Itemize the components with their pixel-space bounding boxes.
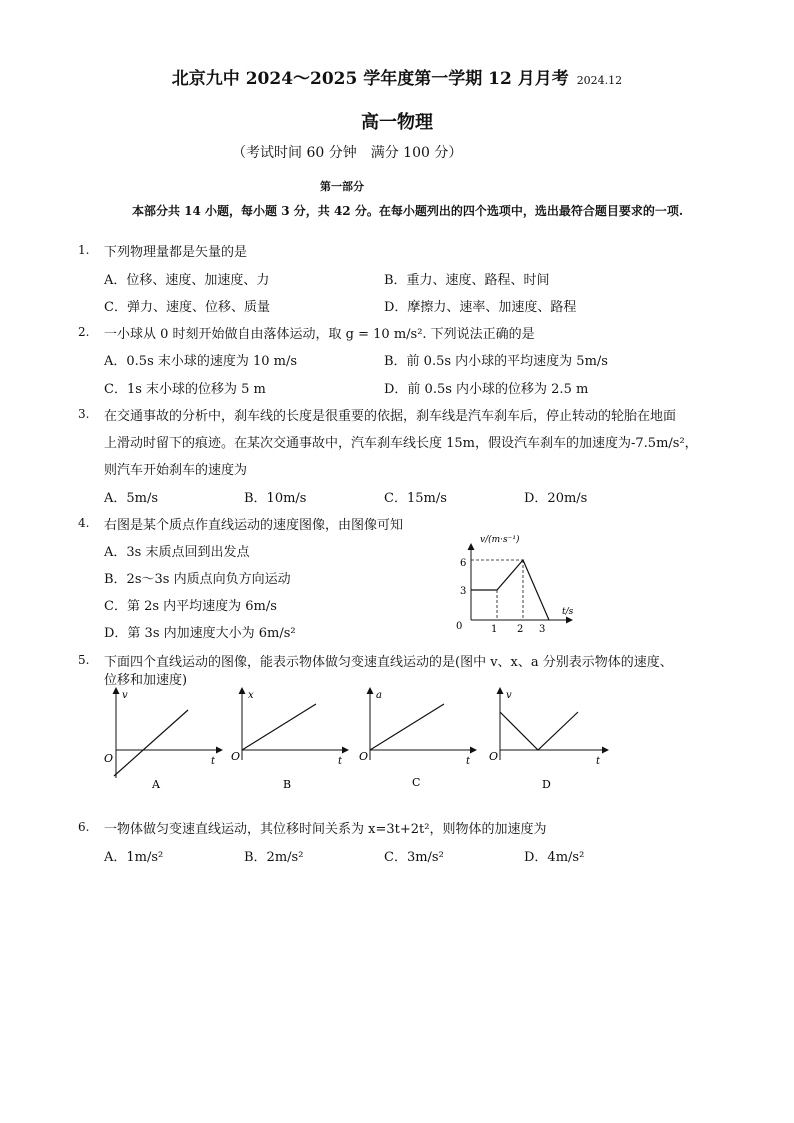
question-text: 右图是某个质点作直线运动的速度图像，由图像可知	[104, 518, 404, 533]
question-number: 2.	[78, 325, 90, 339]
question-number: 4.	[78, 516, 90, 530]
question-text-line-1: 在交通事故的分析中，刹车线的长度是很重要的依据，刹车线是汽车刹车后，停止转动的轮胎在地面	[104, 409, 677, 424]
x-axis-label: t	[211, 756, 216, 767]
graph-b	[228, 684, 353, 794]
option-a: A．3s 末质点回到出发点	[104, 545, 250, 560]
option-b: B．前 0.5s 内小球的平均速度为 5m/s	[384, 354, 608, 369]
x-tick-label: 3	[539, 624, 546, 635]
origin-label: 0	[456, 621, 463, 632]
y-axis-label: x	[248, 690, 254, 701]
question-text-line-2: 上滑动时留下的痕迹。在某次交通事故中，汽车刹车线长度 15m，假设汽车刹车的加速度为-7.5m/s²，	[104, 436, 698, 451]
origin-label: O	[359, 750, 369, 763]
question-text: 下列物理量都是矢量的是	[104, 245, 248, 260]
graph-line	[114, 710, 188, 776]
origin-label: O	[231, 750, 241, 763]
x-axis-label: t	[466, 756, 471, 767]
velocity-series-line	[471, 560, 549, 620]
option-a: A．位移、速度、加速度、力	[104, 273, 270, 288]
graph-caption: B	[283, 778, 292, 791]
question-number: 6.	[78, 820, 90, 834]
exam-info: （考试时间 60 分钟 满分 100 分）	[232, 145, 463, 161]
x-axis-label: t	[338, 756, 343, 767]
y-axis-label: v	[506, 690, 512, 701]
option-c: C．弹力、速度、位移、质量	[104, 300, 270, 315]
y-tick-label: 6	[460, 558, 467, 569]
question-text-line-1: 下面四个直线运动的图像，能表示物体做匀变速直线运动的是(图中 v、x、a 分别表示物体的速度、	[104, 655, 673, 670]
graph-caption: C	[412, 776, 421, 789]
option-d: D．前 0.5s 内小球的位移为 2.5 m	[384, 382, 589, 397]
question-text-line-3: 则汽车开始刹车的速度为	[104, 463, 248, 478]
option-d: D．摩擦力、速率、加速度、路程	[384, 300, 577, 315]
velocity-time-graph	[440, 528, 590, 636]
graph-d	[486, 684, 611, 794]
option-a: A．5m/s	[104, 491, 159, 506]
option-b: B．10m/s	[244, 491, 307, 506]
option-a: A．0.5s 末小球的速度为 10 m/s	[104, 354, 298, 369]
origin-label: O	[104, 752, 114, 765]
option-b: B．重力、速度、路程、时间	[384, 273, 550, 288]
option-c: C．1s 末小球的位移为 5 m	[104, 382, 266, 397]
x-tick-label: 1	[491, 624, 498, 635]
question-number: 1.	[78, 243, 90, 257]
question-text: 一小球从 0 时刻开始做自由落体运动，取 g = 10 m/s². 下列说法正确的是	[104, 327, 535, 342]
option-d: D．4m/s²	[524, 850, 585, 865]
exam-title	[0, 64, 794, 89]
graph-caption: A	[152, 778, 160, 791]
origin-label: O	[489, 750, 499, 763]
option-c: C．15m/s	[384, 491, 447, 506]
option-d: D．20m/s	[524, 491, 588, 506]
option-b: B．2s～3s 内质点向负方向运动	[104, 572, 291, 587]
graph-line	[500, 712, 578, 750]
graph-line	[370, 704, 444, 750]
question-text-line-2: 位移和加速度)	[104, 673, 188, 688]
y-axis-label: v	[122, 690, 128, 701]
subject-title: 高一物理	[361, 112, 433, 133]
y-axis-label: a	[376, 690, 382, 701]
x-axis-label: t	[596, 756, 601, 767]
option-d: D．第 3s 内加速度大小为 6m/s²	[104, 626, 296, 641]
exam-date: 2024.12	[576, 74, 623, 87]
graph-c	[356, 684, 481, 794]
graph-line	[242, 704, 316, 750]
exam-title-text: 北京九中 2024～2025 学年度第一学期 12 月月考	[171, 69, 569, 89]
question-text: 一物体做匀变速直线运动，其位移时间关系为 x=3t+2t²，则物体的加速度为	[104, 822, 547, 837]
question-number: 5.	[78, 653, 90, 667]
part-instructions: 本部分共 14 小题，每小题 3 分，共 42 分。在每小题列出的四个选项中，选出最符合题目要求的一项.	[132, 204, 683, 218]
part-title: 第一部分	[320, 180, 364, 193]
y-axis-label: v/(m·s⁻¹)	[480, 535, 520, 545]
graph-a	[100, 684, 225, 794]
question-number: 3.	[78, 407, 90, 421]
option-a: A．1m/s²	[104, 850, 164, 865]
graph-caption: D	[542, 778, 551, 791]
option-b: B．2m/s²	[244, 850, 304, 865]
y-tick-label: 3	[460, 586, 467, 597]
x-tick-label: 2	[517, 624, 524, 635]
x-axis-label: t/s	[562, 607, 574, 617]
option-c: C．第 2s 内平均速度为 6m/s	[104, 599, 277, 614]
option-c: C．3m/s²	[384, 850, 444, 865]
